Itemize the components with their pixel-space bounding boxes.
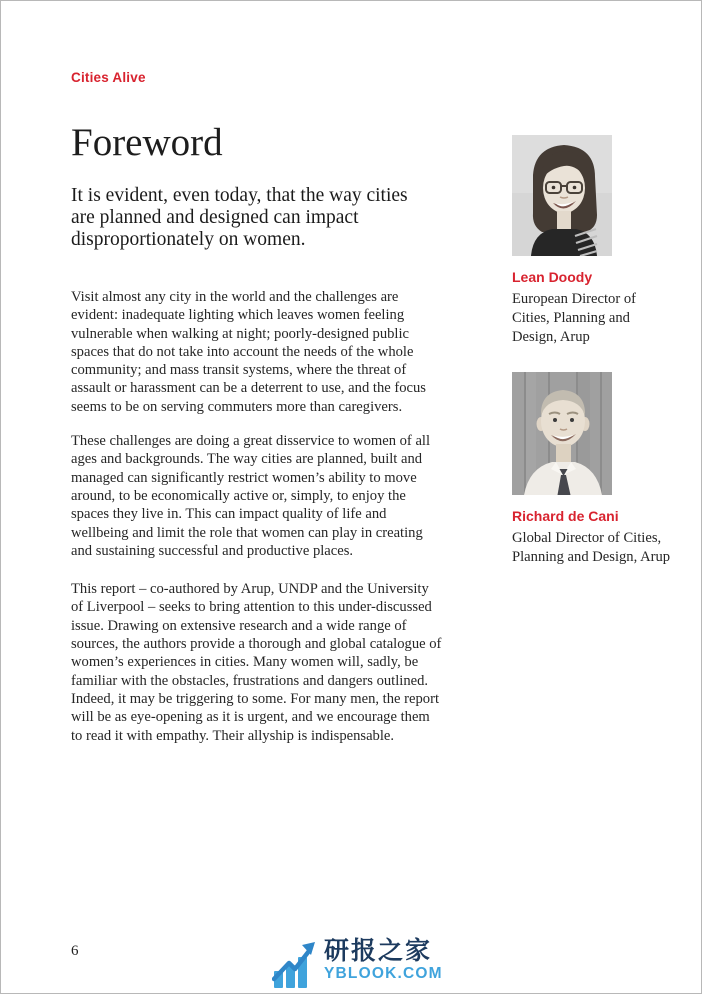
authors-column xyxy=(512,135,678,567)
author-name: Richard de Cani xyxy=(512,508,619,524)
foreword-paragraph: These challenges are doing a great disservice to women of all ages and backgrounds. The way cities are planned, built and managed can significantly restrict women’s ability to move around, to be economically active or, simply, to enjoy the spaces they live in. This can impact quality of life and wellbeing and limit the role that women can play in creating and sustaining successful and productive places. xyxy=(71,433,431,559)
watermark-site-name: 研报之家 xyxy=(324,937,433,965)
foreword-section xyxy=(71,121,445,745)
watermark xyxy=(272,938,443,989)
bar-chart-rising-arrow-icon xyxy=(272,938,317,989)
page-number: 6 xyxy=(71,943,79,959)
author-name: Lean Doody xyxy=(512,269,593,285)
page-title: Foreword xyxy=(71,121,223,164)
watermark-text xyxy=(324,938,443,982)
author-role: European Director of Cities, Planning and Design, Arup xyxy=(512,291,636,345)
foreword-lede: It is evident, even today, that the way cities are planned and designed can impact disproportionately on women. xyxy=(71,185,408,250)
author-role: Global Director of Cities, Planning and Design, Arup xyxy=(512,530,671,565)
brand-header: Cities Alive xyxy=(71,70,146,85)
lean-doody-portrait-photo xyxy=(512,135,612,256)
foreword-paragraph: This report – co-authored by Arup, UNDP and the University of Liverpool – seeks to bring attention to this under-discussed issue. Drawing on extensive research and a wide range of sources, the authors provide a thorough and global catalogue of women’s experiences in cities. Many women will, sadly, be familiar with the obstacles, frustrations and dangers outlined. Indeed, it may be triggering to some. For many men, the report will be as eye-opening as it is urgent, and we encourage them to read it with empathy. Their allyship is indispensable. xyxy=(71,581,442,744)
watermark-site-domain: YBLOOK.COM xyxy=(324,965,443,982)
richard-de-cani-portrait-photo xyxy=(512,372,612,495)
foreword-paragraph: Visit almost any city in the world and the challenges are evident: inadequate lighting which leaves women feeling vulnerable when walking at night; poorly-designed public spaces that do not take into account the needs of the whole community; and mass transit systems, where the threat of assault or harassment can be a deterrent to use, and the focus seems to be on serving commuters more than caregivers. xyxy=(71,289,426,415)
